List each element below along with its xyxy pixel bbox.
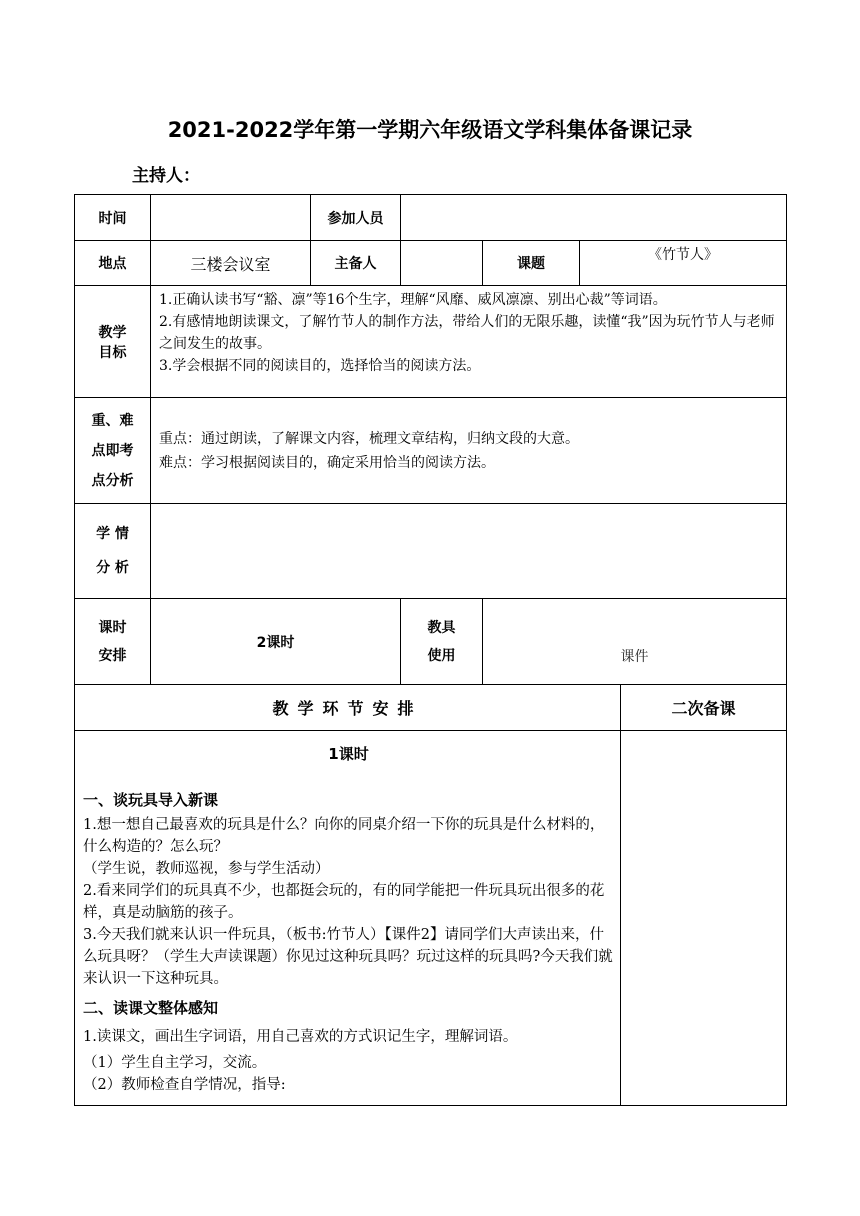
- hours-value: 2课时: [151, 599, 401, 685]
- host-line: [132, 161, 240, 186]
- section-title: 一、谈玩具导入新课: [83, 791, 219, 809]
- tools-label-line: 教具: [427, 619, 456, 636]
- goals-label-line: 目标: [98, 344, 127, 361]
- table-row: [75, 599, 787, 685]
- goal-item: 1.正确认读书写“豁、凛”等16个生字，理解“风靡、威风凛凛、别出心裁”等词语。: [159, 292, 667, 308]
- paragraph: （1）学生自主学习，交流。: [83, 1055, 267, 1071]
- hours-label-line: 课时: [98, 619, 127, 636]
- table-row: [75, 398, 787, 504]
- paragraph: （2）教师检查自学情况，指导:: [83, 1077, 286, 1093]
- paragraph: （学生说，教师巡视，参与学生活动）: [83, 861, 330, 877]
- table-row: [75, 241, 787, 286]
- topic-label: 课题: [483, 241, 580, 286]
- hours-label-line: 安排: [98, 647, 127, 664]
- focus-label: [75, 398, 151, 504]
- paragraph: 1.想一想自己最喜欢的玩具是什么？向你的同桌介绍一下你的玩具是什么材料的，什么构造的？怎么玩？: [83, 817, 605, 855]
- situation-label-line: 学 情: [96, 526, 129, 542]
- focus-label-line: 重、难: [91, 412, 134, 429]
- topic-value: 《竹节人》: [580, 241, 787, 286]
- participants-value: [401, 195, 787, 241]
- second-prep-content: [621, 731, 787, 1106]
- focus-label-line: 点即考: [91, 442, 134, 459]
- table-row: [75, 286, 787, 398]
- second-prep-header: 二次备课: [621, 685, 787, 731]
- goals-content: [151, 286, 787, 398]
- goal-item: 2.有感情地朗读课文，了解竹节人的制作方法，带给人们的无限乐趣，读懂“我”因为玩竹节人与老师之间发生的故事。: [159, 314, 775, 352]
- hours-label: [75, 599, 151, 685]
- table-row: [75, 504, 787, 599]
- situation-value: [151, 504, 787, 599]
- time-label: 时间: [75, 195, 151, 241]
- info-table: [74, 194, 787, 685]
- key-point: 重点：通过朗读，了解课文内容，梳理文章结构，归纳文段的大意。: [159, 430, 579, 447]
- paragraph: 1.读课文，画出生字词语，用自己喜欢的方式识记生字，理解词语。: [83, 1029, 518, 1045]
- place-label: 地点: [75, 241, 151, 286]
- time-value: [151, 195, 311, 241]
- situation-label: [75, 504, 151, 599]
- session-title: 1课时: [328, 745, 369, 763]
- table-row: [75, 731, 787, 1106]
- tools-label: [401, 599, 483, 685]
- host-label: 主持人：: [132, 166, 200, 186]
- place-value: 三楼会议室: [151, 241, 311, 286]
- focus-content: [151, 398, 787, 504]
- tools-value: 课件: [483, 599, 787, 685]
- table-row: [75, 685, 787, 731]
- situation-label-line: 分 析: [96, 560, 129, 576]
- arrangement-content: [75, 731, 621, 1106]
- paragraph: 3.今天我们就来认识一件玩具，（板书:竹节人）【课件2】请同学们大声读出来，什么玩具呀？（学生大声读课题）你见过这种玩具吗？玩过这样的玩具吗?今天我们就来认识一下这种玩具。: [83, 927, 613, 987]
- tools-label-line: 使用: [427, 647, 456, 664]
- table-row: [75, 195, 787, 241]
- focus-label-line: 点分析: [91, 472, 134, 489]
- page-title: 2021-2022学年第一学期六年级语文学科集体备课记录: [167, 118, 693, 142]
- section-title: 二、读课文整体感知: [83, 999, 219, 1017]
- goals-label: [75, 286, 151, 398]
- lead-preparer-label: 主备人: [311, 241, 401, 286]
- arrangement-header: 教学环节安排: [75, 685, 621, 731]
- arrangement-table: [74, 684, 787, 1106]
- lead-preparer-value: [401, 241, 483, 286]
- difficult-point: 难点：学习根据阅读目的，确定采用恰当的阅读方法。: [159, 454, 495, 471]
- paragraph: 2.看来同学们的玩具真不少，也都挺会玩的，有的同学能把一件玩具玩出很多的花样，真是动脑筋的孩子。: [83, 883, 605, 921]
- goal-item: 3.学会根据不同的阅读目的，选择恰当的阅读方法。: [159, 358, 481, 374]
- participants-label: 参加人员: [311, 195, 401, 241]
- goals-label-line: 教学: [98, 324, 127, 341]
